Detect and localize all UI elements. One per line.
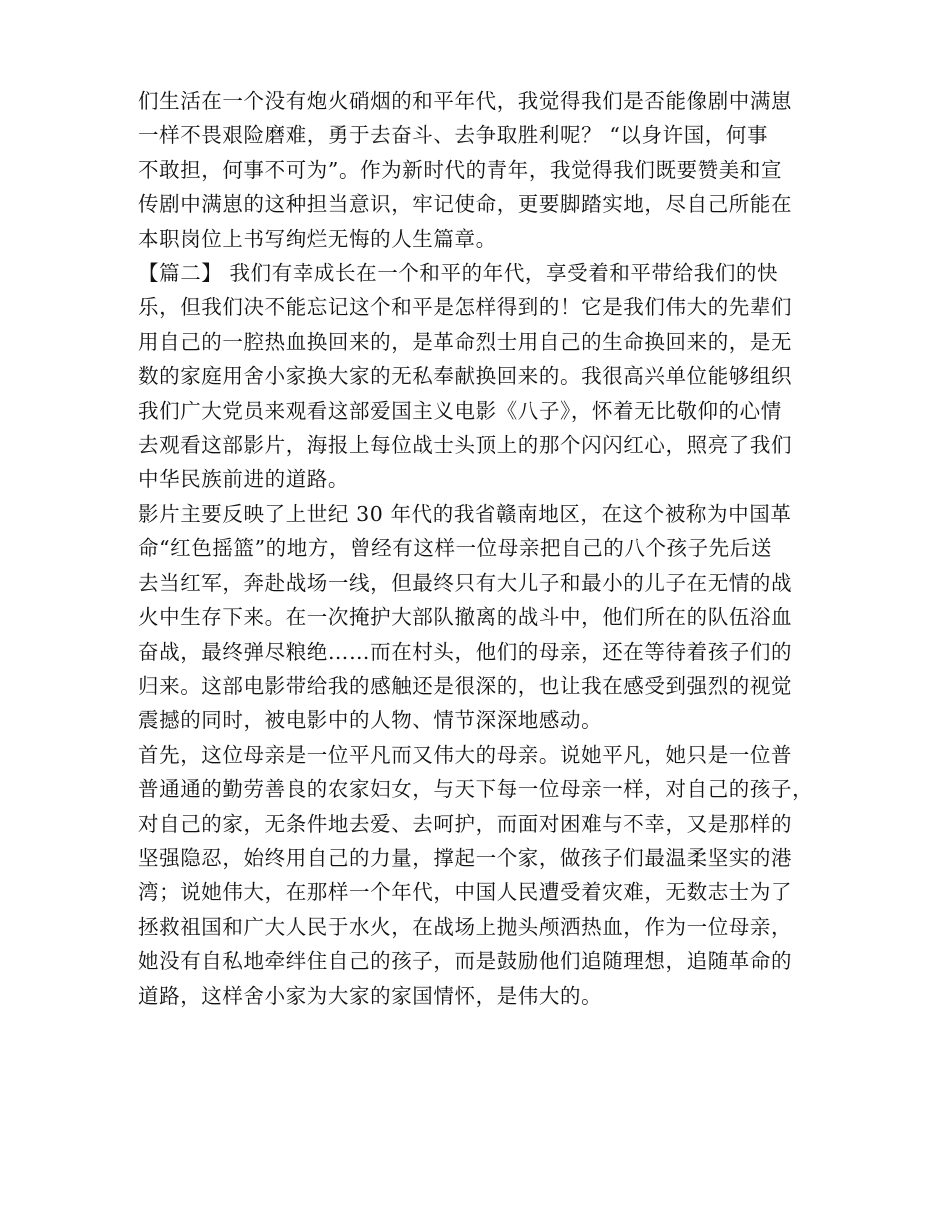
text-line: 数的家庭用舍小家换大家的无私奉献换回来的。我很高兴单位能够组织 (138, 364, 793, 389)
text-line: 去观看这部影片，海报上每位战士头顶上的那个闪闪红心，照亮了我们 (138, 433, 793, 458)
text-line: 传剧中满崽的这种担当意识，牢记使命，更要脚踏实地，尽自己所能在 (138, 192, 793, 217)
text-line: 影片主要反映了上世纪 30 年代的我省赣南地区，在这个被称为中国革 (138, 501, 792, 526)
text-line: 本职岗位上书写绚烂无悔的人生篇章。 (138, 226, 497, 251)
text-line: 普通通的勤劳善良的农家妇女，与天下每一位母亲一样，对自己的孩子， (138, 777, 814, 802)
text-line: 们生活在一个没有炮火硝烟的和平年代，我觉得我们是否能像剧中满崽 (138, 89, 793, 113)
text-line: 道路，这样舍小家为大家的家国情怀，是伟大的。 (138, 983, 603, 1008)
text-line: 【篇二】 我们有幸成长在一个和平的年代，享受着和平带给我们的快 (138, 261, 779, 286)
text-line: 我们广大党员来观看这部爱国主义电影《八子》，怀着无比敬仰的心情 (138, 398, 782, 423)
text-line: 乐，但我们决不能忘记这个和平是怎样得到的！它是我们伟大的先辈们 (138, 295, 793, 320)
text-line: 命“红色摇篮”的地方，曾经有这样一位母亲把自己的八个孩子先后送 (138, 536, 773, 561)
text-line: 她没有自私地牵绊住自己的孩子，而是鼓励他们追随理想，追随革命的 (138, 949, 793, 974)
text-line: 一样不畏艰险磨难，勇于去奋斗、去争取胜利呢？ “以身许国，何事 (138, 123, 769, 148)
text-line: 坚强隐忍，始终用自己的力量，撑起一个家，做孩子们最温柔坚实的港 (138, 845, 793, 870)
text-line: 震撼的同时，被电影中的人物、情节深深地感动。 (138, 708, 603, 733)
text-line: 归来。这部电影带给我的感触还是很深的，也让我在感受到强烈的视觉 (138, 673, 793, 698)
text-line: 首先，这位母亲是一位平凡而又伟大的母亲。说她平凡，她只是一位普 (138, 742, 793, 767)
text-line: 湾；说她伟大，在那样一个年代，中国人民遭受着灾难，无数志士为了 (138, 880, 793, 905)
text-line: 去当红军，奔赴战场一线，但最终只有大儿子和最小的儿子在无情的战 (138, 570, 793, 595)
text-line: 奋战，最终弹尽粮绝……而在村头，他们的母亲，还在等待着孩子们的 (138, 639, 793, 664)
text-line: 中华民族前进的道路。 (138, 467, 349, 492)
text-line: 火中生存下来。在一次掩护大部队撤离的战斗中，他们所在的队伍浴血 (138, 605, 793, 630)
text-line: 用自己的一腔热血换回来的，是革命烈士用自己的生命换回来的，是无 (138, 329, 793, 354)
body-text (138, 84, 818, 1013)
text-line: 对自己的家，无条件地去爱、去呵护，而面对困难与不幸，又是那样的 (138, 811, 793, 836)
text-line: 不敢担，何事不可为”。作为新时代的青年，我觉得我们既要赞美和宣 (138, 157, 783, 182)
text-line: 拯救祖国和广大人民于水火，在战场上抛头颅洒热血，作为一位母亲， (138, 914, 793, 939)
